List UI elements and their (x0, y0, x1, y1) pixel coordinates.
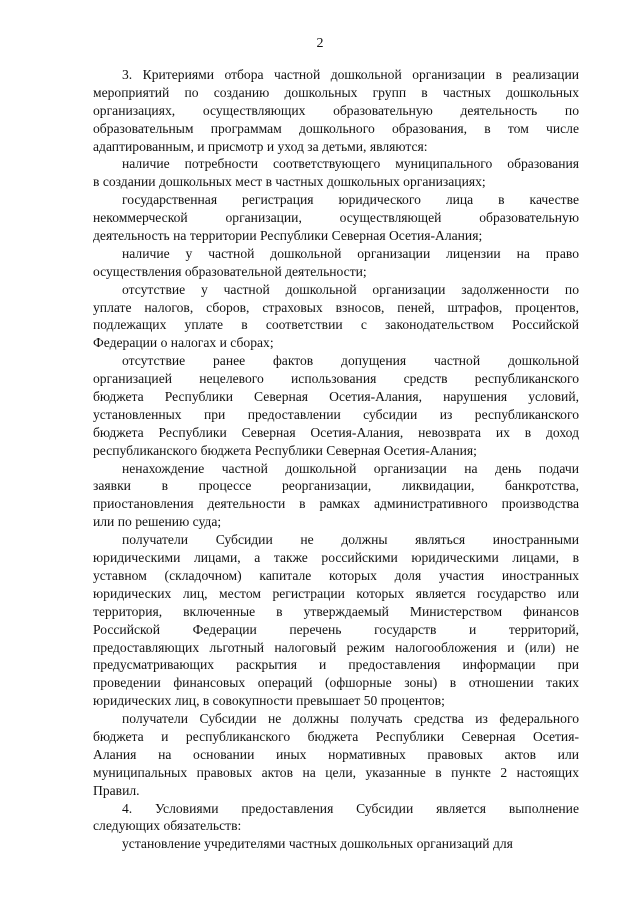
paragraph (93, 352, 579, 459)
text-line: юридических лиц, местом регистрации которых является государство или (93, 585, 579, 601)
text-line: Алания на основании иных нормативных правовых актов или (93, 746, 579, 762)
page-number: 2 (316, 36, 324, 51)
text-line: осуществления образовательной деятельности; (93, 263, 367, 279)
text-line: бюджета и республиканского бюджета Республики Северная Осетия- (93, 728, 579, 744)
text-line: установление учредителями частных дошкольных организаций для (122, 836, 513, 852)
paragraph (93, 191, 579, 245)
text-line: Федерации о налогах и сборах; (93, 335, 274, 351)
paragraph (93, 710, 579, 799)
text-line: муниципальных правовых актов на цели, указанные в пункте 2 настоящих (93, 764, 579, 780)
text-line: бюджета Республики Северная Осетия-Алания, невозврата их в доход (93, 424, 579, 440)
text-line: юридическими лицами, а также российскими юридическими лицами, в (93, 550, 579, 566)
text-line: следующих обязательств: (93, 818, 242, 834)
text-line: заявки в процессе реорганизации, ликвидации, банкротства, (93, 478, 579, 494)
paragraph (93, 460, 579, 532)
text-line: деятельность на территории Республики Северная Осетия-Алания; (93, 228, 483, 244)
paragraph (93, 800, 579, 836)
text-line: государственная регистрация юридического лица в качестве (122, 192, 579, 208)
text-line: Российской Федерации перечень государств и территорий, (93, 621, 579, 637)
paragraph (93, 155, 579, 191)
text-line: наличие потребности соответствующего муниципального образования (122, 156, 579, 172)
text-line: приостановления деятельности в рамках административного производства (93, 496, 579, 512)
paragraph (93, 835, 579, 853)
text-line: бюджета Республики Северная Осетия-Алания, нарушения условий, (93, 389, 579, 405)
text-line: юридических лиц, в совокупности превышает 50 процентов; (93, 693, 445, 709)
text-line: ненахождение частной дошкольной организации на день подачи (122, 460, 579, 476)
text-line: получатели Субсидии не должны являться иностранными (122, 532, 579, 548)
paragraph (93, 281, 579, 353)
text-line: 3. Критериями отбора частной дошкольной организации в реализации (122, 67, 579, 82)
paragraph (93, 531, 579, 710)
text-line: 4. Условиями предоставления Субсидии является выполнение (122, 800, 579, 816)
paragraph (93, 245, 579, 281)
text-line: уплате налогов, сборов, страховых взносов, пеней, штрафов, процентов, (93, 299, 579, 315)
text-line: некоммерческой организации, осуществляющей образовательную (93, 210, 579, 226)
text-line: проведении финансовых операций (офшорные зоны) в отношении таких (93, 675, 579, 691)
text-line: в создании дошкольных мест в частных дошкольных организациях; (93, 174, 486, 190)
text-line: организациях, осуществляющих образовательную деятельность по (93, 102, 579, 118)
text-line: предоставляющих льготный налоговый режим налогообложения и (или) не (93, 639, 579, 655)
text-line: подлежащих уплате в соответствии с законодательством Российской (93, 317, 579, 333)
text-line: образовательным программам дошкольного образования, в том числе (93, 120, 579, 136)
text-line: мероприятий по созданию дошкольных групп в частных дошкольных (93, 84, 579, 100)
text-line: отсутствие ранее фактов допущения частной дошкольной (122, 353, 579, 369)
text-line: установленных при предоставлении субсидии из республиканского (93, 406, 579, 422)
text-line: уставном (складочном) капитале которых доля участия иностранных (93, 567, 579, 583)
paragraph (93, 66, 579, 155)
document-body (93, 66, 579, 853)
text-line: или по решению суда; (93, 514, 222, 530)
text-line: организацией нецелевого использования средств республиканского (93, 371, 579, 387)
text-line: Правил. (93, 782, 140, 798)
text-line: предусматривающих раскрытия и предоставления информации при (93, 657, 579, 673)
text-line: республиканского бюджета Республики Северная Осетия-Алания; (93, 442, 477, 458)
text-line: адаптированным, и присмотр и уход за детьми, являются: (93, 138, 428, 154)
text-line: отсутствие у частной дошкольной организации задолженности по (122, 281, 579, 297)
text-line: получатели Субсидии не должны получать средства из федерального (122, 711, 579, 727)
text-line: территория, включенные в утверждаемый Министерством финансов (93, 603, 579, 619)
text-line: наличие у частной дошкольной организации лицензии на право (122, 245, 579, 261)
